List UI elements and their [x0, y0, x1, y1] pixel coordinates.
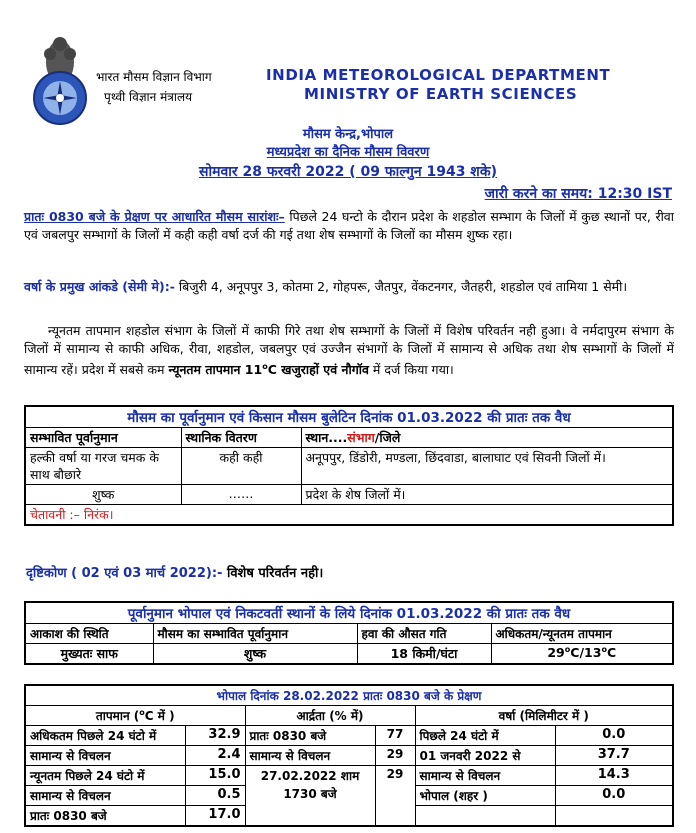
humidity-value: 77 [375, 726, 415, 746]
observations-title: भोपाल दिनांक 28.02.2022 प्रातः 0830 बजे के प्रेक्षण [25, 685, 673, 706]
report-title: मध्यप्रदेश का दैनिक मौसम विवरण [266, 145, 430, 160]
outlook-section [26, 563, 323, 581]
temp-value: 0.5 [185, 786, 245, 806]
temp-value: 32.9 [185, 726, 245, 746]
report-date: सोमवार 28 फरवरी 2022 ( 09 फाल्गुन 1943 शके) [199, 164, 497, 180]
temp-label: सामान्य से विचलन [25, 786, 185, 806]
temp-value: 15.0 [185, 766, 245, 786]
rainfall-text: बिजुरी 4, अनूपपुर 3, कोतमा 2, गोहपरू, जैतपुर, वेंकटनगर, जैतहरी, शहडोल एवं तामिया 1 सेमी। [174, 279, 628, 294]
rainfall-section [24, 278, 674, 296]
english-department-name: INDIA METEOROLOGICAL DEPARTMENT [266, 66, 611, 84]
english-ministry-name: MINISTRY OF EARTH SCIENCES [304, 85, 578, 103]
row-places: अनूपपुर, डिंडोरी, मण्डला, छिंदवाडा, बालाघाट एवं सिवनी जिलों में। [301, 448, 673, 485]
row-distribution: …… [181, 485, 301, 505]
header-places: स्थान....संभाग/जिले [301, 428, 673, 448]
summary-label: प्रातः 0830 बजे के प्रेक्षण पर आधारित मौसम सारांशः– [24, 209, 285, 224]
wind-value: 18 किमी/घंटा [357, 644, 491, 665]
hindi-department-name: भारत मौसम विज्ञान विभाग [96, 70, 212, 84]
rain-label: 01 जनवरी 2022 से [415, 746, 555, 766]
temperature-section [24, 322, 674, 379]
rain-label: पिछले 24 घंटो में [415, 726, 555, 746]
row-places: प्रदेश के शेष जिलों में। [301, 485, 673, 505]
sky-value: मुख्यतः साफ [25, 644, 153, 665]
table-row [25, 746, 673, 766]
table-row [25, 485, 673, 505]
temp-value: 17.0 [185, 806, 245, 827]
issue-time: जारी करने का समय: 12:30 IST [484, 186, 672, 202]
forecast-table-title: मौसम का पूर्वानुमान एवं किसान मौसम बुलेटिन दिनांक 01.03.2022 की प्रातः तक वैध [25, 406, 673, 428]
rain-value: 0.0 [555, 726, 673, 746]
weather-summary [24, 208, 674, 244]
rain-label: सामान्य से विचलन [415, 766, 555, 786]
rain-value: 0.0 [555, 786, 673, 806]
bhopal-forecast-table [24, 601, 674, 665]
bhopal-observations-table [24, 684, 674, 827]
summary-text: पिछले 24 घन्टो के दौरान प्रदेश के शहडोल सम्भाग के जिलों में कुछ स्थानों पर, रीवा एवं जबलपुर सम्भागों के जिलों में कही कही वर्षा दर्ज की गई तथा शेष सम्भागों के जिलों का मौसम शुष्क रहा। [24, 209, 674, 242]
imd-logo-icon [32, 70, 88, 129]
header-sky: आकाश की स्थिति [25, 624, 153, 644]
degree-sign: o [262, 362, 268, 371]
table-row [25, 448, 673, 485]
temp-label: अधिकतम पिछले 24 घंटो में [25, 726, 185, 746]
temperature-text: न्यूनतम तापमान शहडोल संभाग के जिलों में काफी गिरे तथा शेष सम्भागों के जिलों में विशेष परिवर्तन नही हुआ। वे नर्मदापुरम संभाग के जिलों में सामान्य से काफी अधिक, रीवा, शहडोल, जबलपुर एवं उज्जैन संभागों के जिलों में सामान्य से अधिक तथा शेष सम्भागों के जिलों में सामान्य रहें। प्रदेश में सबसे कम [24, 323, 674, 378]
temp-value: 2.4 [185, 746, 245, 766]
temp-label: सामान्य से विचलन [25, 746, 185, 766]
hindi-ministry-name: पृथ्वी विज्ञान मंत्रालय [104, 90, 193, 104]
lowest-temp-text: न्यूनतम तापमान 11 [168, 362, 263, 378]
humidity-value: 29 [375, 766, 415, 827]
header-wind: हवा की औसत गति [357, 624, 491, 644]
humidity-label: प्रातः 0830 बजे [245, 726, 375, 746]
lowest-temp-place: C खजुराहों एवं नौगॉव [267, 362, 369, 378]
centre-title: मौसम केन्द्र,भोपाल [302, 127, 394, 142]
rain-label: भोपाल (शहर ) [415, 786, 555, 806]
header-division: संभाग [347, 430, 375, 445]
row-forecast: शुष्क [25, 485, 181, 505]
header-weather: मौसम का सम्भावित पूर्वानुमान [153, 624, 357, 644]
weather-value: शुष्क [153, 644, 357, 665]
humidity-label: सामान्य से विचलन [245, 746, 375, 766]
temp-label: न्यूनतम पिछले 24 घंटो में [25, 766, 185, 786]
humidity-header: आर्द्रता (% में) [245, 706, 415, 726]
row-distribution: कही कही [181, 448, 301, 485]
row-forecast: हल्की वर्षा या गरज चमक के साथ बौछारे [25, 448, 181, 485]
table-row [25, 766, 673, 786]
table-row [25, 726, 673, 746]
rain-header: वर्षा (मिलिमीटर में ) [415, 706, 673, 726]
rain-value: 14.3 [555, 766, 673, 786]
temp-header: तापमान ($^o$C में ) [25, 706, 245, 726]
humidity-label: 27.02.2022 शाम 1730 बजे [245, 766, 375, 827]
rain-value: 37.7 [555, 746, 673, 766]
outlook-label: दृष्टिकोण ( 02 एवं 03 मार्च 2022):- [26, 566, 223, 581]
district-forecast-table [24, 405, 674, 526]
warning-text: चेतावनी :– निरंक। [25, 505, 673, 526]
temperature-tail: में दर्ज किया गया। [368, 362, 454, 378]
maxmin-value: 29$^o$C/13$^o$C [491, 644, 673, 665]
header-forecast: सम्भावित पूर्वानुमान [25, 428, 181, 448]
temp-label: प्रातः 0830 बजे [25, 806, 185, 827]
header-distribution: स्थानिक वितरण [181, 428, 301, 448]
outlook-text: विशेष परिवर्तन नही। [222, 566, 324, 581]
humidity-value: 29 [375, 746, 415, 766]
rainfall-label: वर्षा के प्रमुख आंकडे (सेमी मे):- [24, 279, 175, 294]
empty-cell [415, 806, 555, 827]
bhopal-forecast-title: पूर्वानुमान भोपाल एवं निकटवर्ती स्थानों के लिये दिनांक 01.03.2022 की प्रातः तक वैध [25, 602, 673, 624]
header-maxmin: अधिकतम/न्यूनतम तापमान [491, 624, 673, 644]
empty-cell [555, 806, 673, 827]
